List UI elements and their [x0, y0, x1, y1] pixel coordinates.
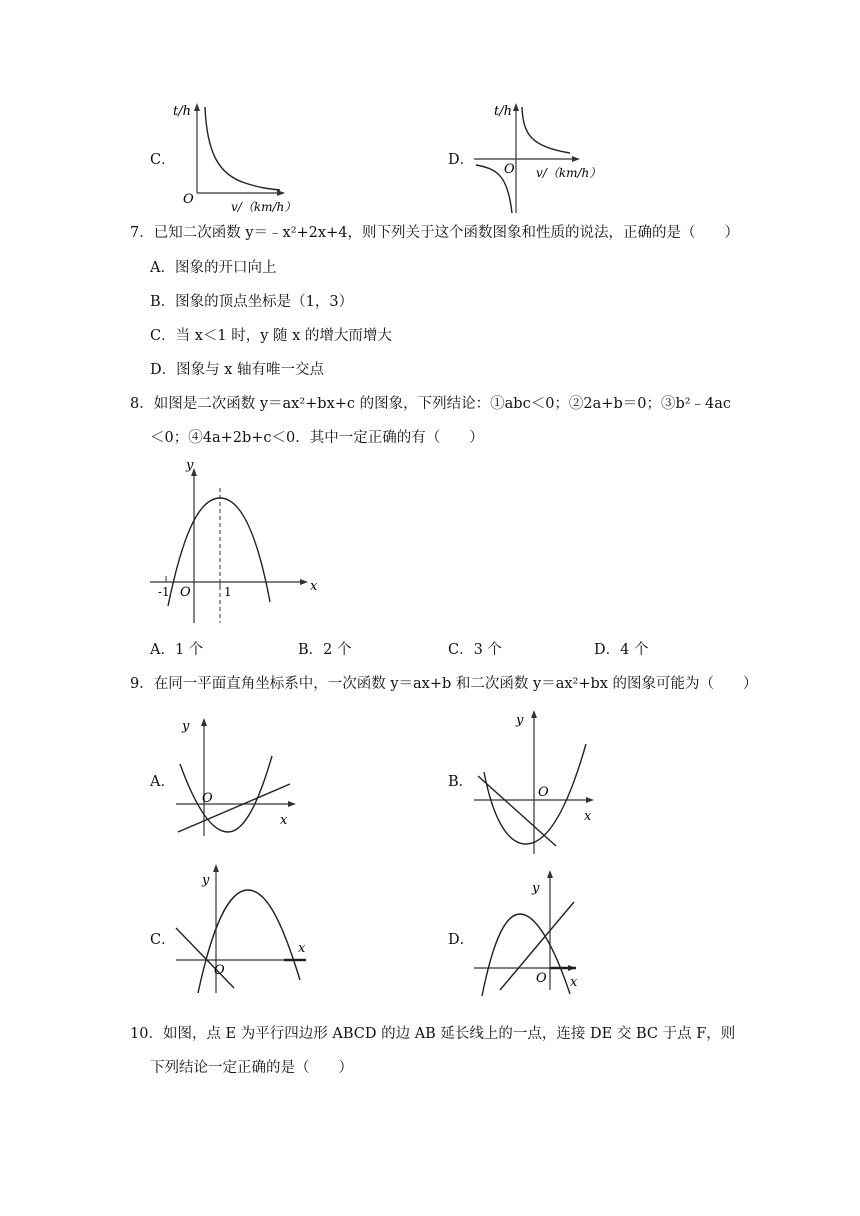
q9-stem: 9．在同一平面直角坐标系中，一次函数 y＝ax+b 和二次函数 y＝ax²+bx 的图象可能为（ ）	[130, 676, 758, 692]
q8-graph	[148, 458, 328, 628]
q6-option-c-label: C．	[150, 152, 176, 168]
q8-option-b: B．2 个	[298, 642, 352, 658]
q6-c-xlabel: v/（km/h）	[231, 200, 297, 214]
q9-a-xlabel: x	[280, 813, 288, 828]
q6-graph-c	[165, 95, 295, 215]
q7-option-c: C．当 x＜1 时，y 随 x 的增大而增大	[150, 328, 392, 344]
q9-c-xlabel: x	[298, 941, 306, 956]
q8-stem-line2: ＜0；④4a+2b+c＜0．其中一定正确的有（ ）	[150, 430, 484, 446]
q9-d-ylabel: y	[532, 881, 540, 896]
q9-option-d-label: D．	[448, 932, 475, 948]
q6-c-origin: O	[183, 192, 194, 207]
q6-d-ylabel: t/h	[494, 104, 512, 119]
q6-graph-d	[470, 95, 610, 220]
q10-stem-line1: 10．如图，点 E 为平行四边形 ABCD 的边 AB 延长线上的一点，连接 DE 交 BC 于点 F，则	[130, 1026, 736, 1042]
q10-stem-line2: 下列结论一定正确的是（ ）	[150, 1060, 353, 1076]
q8-option-c: C．3 个	[448, 642, 502, 658]
q8-stem-line1: 8．如图是二次函数 y＝ax²+bx+c 的图象，下列结论：①abc＜0；②2a+b＝0；③b²﹣4ac	[130, 396, 732, 412]
q8-tick-neg: -1	[158, 585, 170, 599]
q9-c-origin: O	[214, 963, 225, 978]
q8-option-d: D．4 个	[594, 642, 649, 658]
q7-stem: 7．已知二次函数 y＝﹣x²+2x+4，则下列关于这个函数图象和性质的说法，正确的是（ ）	[130, 225, 739, 241]
q9-b-ylabel: y	[516, 713, 524, 728]
q7-option-a: A．图象的开口向上	[150, 260, 277, 276]
q7-option-d: D．图象与 x 轴有唯一交点	[150, 362, 325, 378]
q9-c-ylabel: y	[202, 873, 210, 888]
q9-graph-c	[172, 858, 312, 1018]
q8-origin: O	[180, 585, 191, 600]
q6-option-d-label: D．	[448, 152, 475, 168]
q9-b-origin: O	[538, 785, 549, 800]
q9-option-b-label: B．	[448, 774, 474, 790]
q8-ylabel: y	[186, 458, 194, 473]
q9-graph-a	[172, 708, 307, 838]
q8-tick-pos: 1	[224, 585, 232, 599]
q8-option-a: A．1 个	[150, 642, 204, 658]
q9-a-ylabel: y	[182, 719, 190, 734]
q9-graph-b	[470, 704, 605, 856]
q7-option-b: B．图象的顶点坐标是（1，3）	[150, 294, 354, 310]
q9-b-xlabel: x	[584, 809, 592, 824]
q6-d-xlabel: v/（km/h）	[536, 166, 602, 180]
q9-option-a-label: A．	[150, 774, 175, 790]
q9-d-xlabel: x	[570, 975, 578, 990]
q6-d-origin: O	[504, 162, 515, 177]
q8-xlabel: x	[310, 579, 318, 594]
q9-graph-d	[470, 862, 605, 1012]
q6-c-ylabel: t/h	[173, 104, 191, 119]
q9-d-origin: O	[536, 971, 547, 986]
q9-a-origin: O	[202, 791, 213, 806]
q9-option-c-label: C．	[150, 932, 176, 948]
